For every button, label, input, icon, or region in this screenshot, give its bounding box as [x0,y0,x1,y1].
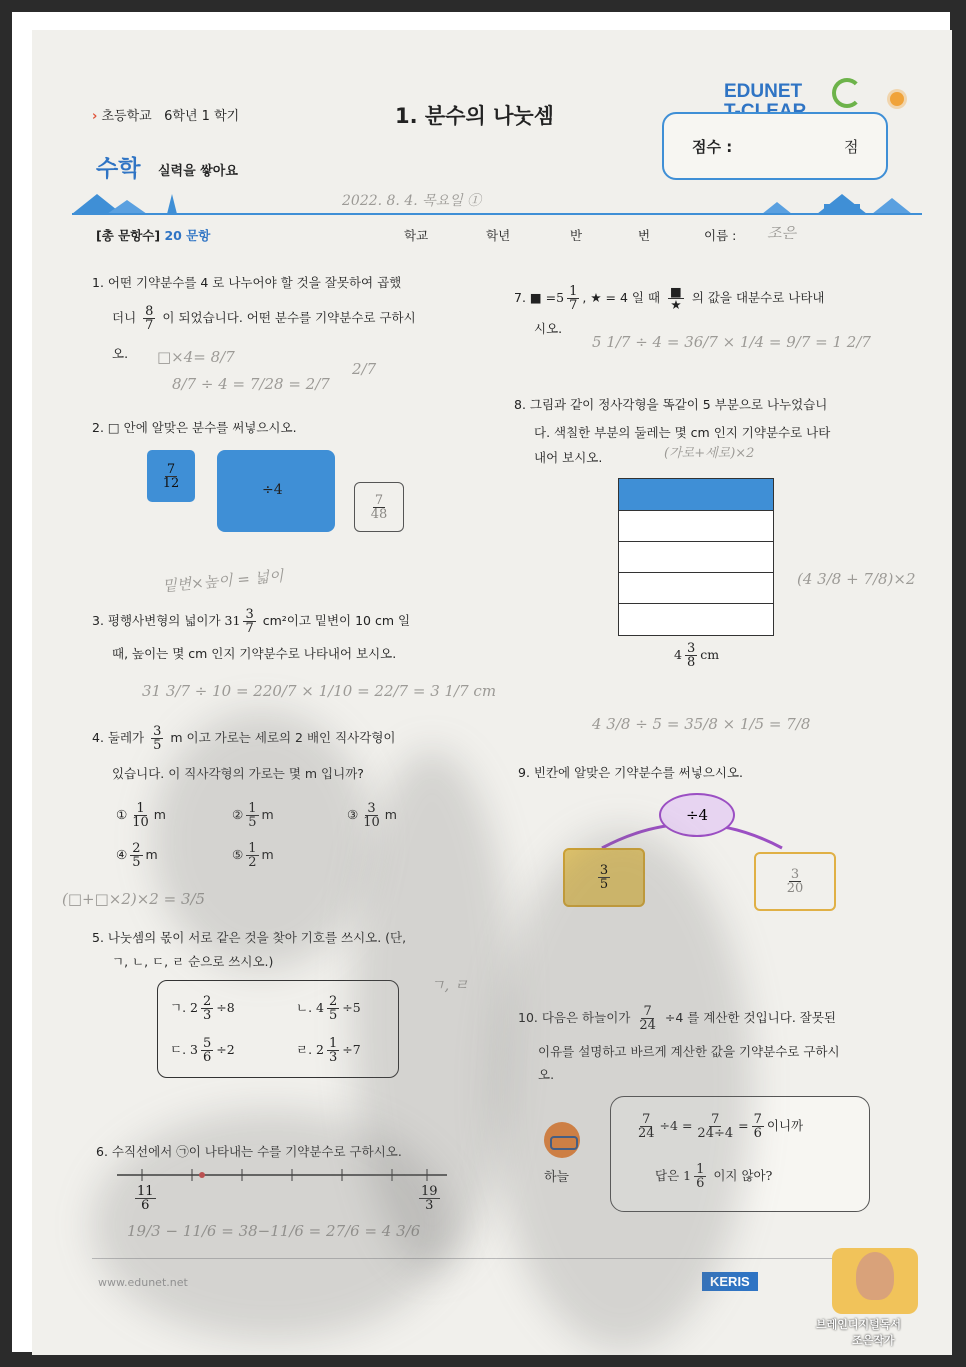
numerator: 2 [203,994,212,1009]
q10-line3: 오. [538,1067,555,1082]
character-name: 하늘 [544,1170,570,1185]
q7-handwriting: 5 1/7 ÷ 4 = 36/7 × 1/4 = 9/7 = 1 2/7 [592,333,871,351]
mountain-far-right [872,198,912,214]
q10-line1b: ÷4 를 계산한 것입니다. 잘못된 [664,1010,836,1025]
shaded-strip [619,479,773,511]
option-marker: ⑤ [232,847,244,862]
handwritten-date: 2022. 8. 4. 목요일 ① [342,193,482,209]
option-fraction [130,802,151,829]
q4-fraction [151,725,163,752]
denominator: 24 [639,1018,656,1033]
q2-answer-fraction [369,494,390,521]
q10-line1a: 10. 다음은 하늘이가 [518,1010,631,1025]
q3-line1 [92,608,410,635]
numerator: 3 [153,724,162,739]
item-whole: 4 [316,1000,324,1015]
numerator: 7 [711,1112,720,1127]
item-label: ㄷ. [170,1042,187,1057]
q9-operation: ÷4 [685,806,709,824]
sun-icon [890,92,904,106]
item-divisor: ÷2 [216,1042,235,1057]
q6-text: 6. 수직선에서 ㉠이 나타내는 수를 기약분수로 구하시오. [96,1144,402,1159]
numerator: 3 [686,641,696,656]
q7-line1c: 의 값을 대분수로 나타내 [691,290,825,305]
item-divisor: ÷7 [342,1042,361,1057]
option-unit: m [261,847,274,862]
q5-item-c[interactable] [170,1037,235,1064]
denominator: 12 [162,475,180,491]
item-label: ㄹ. [296,1042,313,1057]
q3-fraction [243,608,255,635]
q8-handwriting-2: (4 3/8 + 7/8)×2 [797,570,916,588]
item-divisor: ÷8 [216,1000,235,1015]
q5-handwriting: ㄱ, ㄹ [430,976,469,994]
strip-2 [619,511,773,542]
q2-start-fraction [161,463,182,490]
option-unit: m [384,807,397,822]
option-marker: ② [232,807,244,822]
q10-line2: 이유를 설명하고 바르게 계산한 값을 기약분수로 구하시 [538,1044,840,1059]
numerator: 1 [248,801,257,816]
q2-handwriting: 밑변×높이 = 넓이 [161,566,285,596]
q2-operation: ÷4 [262,482,283,498]
watermark-line2: 조은작가 [852,1334,895,1347]
number-field: 번 [638,228,651,243]
tree-left [167,194,177,214]
item-fraction [201,1037,213,1064]
q8-whole: 4 [674,647,682,662]
denominator: 10 [363,815,380,830]
numerator: 3 [245,607,254,622]
grade-term: 6학년 1 학기 [164,109,240,124]
denominator: 6 [203,1050,212,1065]
bubble-line2b: 이지 않아? [713,1168,773,1183]
q7-line1 [514,285,824,312]
photo-frame [12,12,950,1352]
denominator: 6 [141,1198,150,1213]
name-field: 이름 : [704,228,737,243]
numerator: 7 [642,1112,651,1127]
option-marker: ① [116,807,128,822]
denominator: 5 [329,1008,338,1023]
brand-line1: EDUNET [724,81,803,102]
bubble-op: ÷4 = [659,1118,693,1133]
item-whole: 2 [190,1000,198,1015]
q7-fraction [567,285,579,312]
item-whole: 2 [316,1042,324,1057]
numerator: 19 [421,1184,438,1199]
q8-handwriting-3: 4 3/8 ÷ 5 = 35/8 × 1/5 = 7/8 [592,715,811,733]
numerator: 7 [753,1112,762,1127]
watermark-line1: 브레인디지털독서 [816,1318,902,1331]
numerator: 3 [790,867,800,882]
item-fraction [327,1037,339,1064]
denominator: 7 [569,298,578,313]
page-title: 1. 분수의 나눗셈 [395,104,554,128]
denominator: 24 [638,1126,655,1141]
bubble-line1-end: 이니까 [766,1118,804,1133]
q8-line2: 다. 색칠한 부분의 둘레는 몇 cm 인지 기약분수로 나타 [534,425,831,440]
q1-line2 [112,305,416,332]
numerator: 2 [132,841,141,856]
q1-line2a: 더니 [112,310,137,325]
q5-line1: 5. 나눗셈의 몫이 서로 같은 것을 찾아 기호를 쓰시오. (단, [92,930,407,945]
q1-handwriting-2: 8/7 ÷ 4 = 7/28 = 2/7 [172,375,330,393]
grade-field: 학년 [486,228,511,243]
class-field: 반 [570,228,583,243]
q1-line2b: 이 되었습니다. 어떤 분수를 기약분수로 구하시 [162,310,416,325]
square-over-star [668,283,684,312]
strip-4 [619,573,773,604]
photo-shadow [152,710,372,970]
q7-line1b: , ★ = 4 일 때 [582,290,661,305]
q8-side-label [674,642,719,669]
numerator: 3 [367,801,376,816]
score-unit: 점 [844,138,859,156]
q2-text: 2. □ 안에 알맞은 분수를 써넣으시오. [92,420,297,435]
numerator: 2 [329,994,338,1009]
denominator: 5 [153,738,162,753]
school-level: 초등학교 [101,109,152,124]
q9-operation-oval [659,793,735,837]
denominator: 6 [696,1176,705,1191]
denominator: 7 [145,318,154,333]
house-body [824,204,860,214]
q5-line2: ㄱ, ㄴ, ㄷ, ㄹ 순으로 쓰시오.) [112,954,274,969]
denominator: 24÷4 [697,1126,734,1141]
numerator: 1 [329,1036,338,1051]
numerator: 8 [145,304,154,319]
photo-shadow [492,830,752,1350]
mountain-right [762,202,792,214]
bubble-whole: 1 [683,1168,692,1183]
q4-line1b: m 이고 가로는 세로의 2 배인 직사각형이 [170,730,396,745]
q8-square-figure [618,478,774,636]
worksheet-paper [32,30,952,1355]
q5-item-d[interactable] [296,1037,361,1064]
item-fraction [327,995,339,1022]
option-unit: m [261,807,274,822]
brand-e-icon [832,78,862,108]
numerator: 11 [137,1184,154,1199]
photo-shadow [92,1110,452,1340]
q1-handwriting-1: □×4= 8/7 [157,348,235,366]
watermark-badge [812,1248,940,1348]
denominator: 5 [599,877,609,892]
numerator: 1 [696,1162,705,1177]
q3-line1a: 3. 평행사변형의 넓이가 [92,613,221,628]
q7-line2: 시오. [534,321,563,336]
numerator: 1 [248,841,257,856]
q9-text: 9. 빈칸에 알맞은 기약분수를 써넣으시오. [518,765,743,780]
star-icon: ★ [670,297,682,312]
numerator: 3 [599,863,609,878]
q4-line1a: 4. 둘레가 [92,730,145,745]
q5-item-a[interactable] [170,995,235,1022]
q1-handwriting-3: 2/7 [352,360,377,378]
subject-label: 수학 [96,156,141,182]
denominator: 7 [245,621,254,636]
denominator: 3 [203,1008,212,1023]
numerator: 1 [136,801,145,816]
item-label: ㄱ. [170,1000,187,1015]
footer-url: www.edunet.net [98,1276,188,1289]
bubble-eq: = [738,1118,749,1133]
header-breadcrumb [92,105,239,124]
q5-item-b[interactable] [296,995,361,1022]
subtitle: 실력을 쌓아요 [158,164,238,179]
strip-3 [619,542,773,573]
denominator: 3 [329,1050,338,1065]
denominator: 48 [370,506,388,522]
q8-handwriting-1: (가로+세로)×2 [664,446,755,461]
numerator: 7 [374,492,384,508]
option-unit: m [145,847,158,862]
q1-line3: 오. [112,346,129,361]
denominator: 20 [786,881,804,896]
watermark-portrait [856,1252,894,1300]
q9-answer-box[interactable] [754,852,836,911]
item-label: ㄴ. [296,1000,313,1015]
numerator: 7 [643,1004,652,1019]
q3-line2: 때, 높이는 몇 cm 인지 기약분수로 나타내어 보시오. [112,646,397,661]
total-label: [총 문항수] [96,228,161,243]
denominator: 3 [425,1198,434,1213]
q3-line1b: cm²이고 밑변이 10 cm 일 [262,613,411,628]
school-field: 학교 [404,228,429,243]
bubble-line2a: 답은 [655,1168,680,1183]
strip-5 [619,604,773,634]
q8-unit: cm [700,647,720,662]
q7-line1a: 7. ■ = [514,290,557,305]
denominator: 5 [248,815,257,830]
score-box [662,112,888,180]
q3-whole: 31 [224,613,241,628]
q6-handwriting: 19/3 − 11/6 = 38−11/6 = 27/6 = 4 3/6 [127,1222,421,1240]
q1-fraction [143,305,155,332]
denominator: 6 [753,1126,762,1141]
q8-fraction [685,642,697,669]
q2-answer-box [354,482,404,532]
q3-handwriting: 31 3/7 ÷ 10 = 220/7 × 1/10 = 22/7 = 3 1/7 cm [142,682,497,700]
numerator: 7 [166,461,176,477]
bubble-frac-3 [752,1113,764,1140]
q8-line3: 내어 보시오. [534,450,603,465]
total-questions [96,226,210,244]
denominator: 8 [686,655,696,670]
q9-answer-fraction [785,868,806,895]
q4-line2: 있습니다. 이 직사각형의 가로는 몇 m 입니까? [112,766,364,781]
numerator: 1 [569,284,578,299]
landscape-decoration [72,180,922,220]
option-unit: m [153,807,166,822]
q1-line1: 1. 어떤 기약분수를 4 로 나누어야 할 것을 잘못하여 곱했 [92,275,402,290]
square-icon: ■ [670,283,682,299]
option-marker: ④ [116,847,128,862]
numerator: 5 [203,1036,212,1051]
chevron-right-icon: › [92,109,98,124]
handwritten-name: 조은 [767,224,796,242]
q2-start-box [147,450,195,502]
q7-whole: 5 [556,290,565,305]
option-fraction [130,842,142,869]
q2-operation-box [217,450,335,532]
denominator: 10 [132,815,149,830]
q8-line1: 8. 그림과 같이 정사각형을 똑같이 5 부분으로 나누었습니 [514,397,828,412]
item-fraction [201,995,213,1022]
denominator: 2 [248,855,257,870]
denominator: 5 [132,855,141,870]
item-whole: 3 [190,1042,198,1057]
q4-handwriting: (□+□×2)×2 = 3/5 [62,890,206,908]
keris-logo: KERIS [702,1272,758,1291]
total-count: 20 문항 [164,228,211,243]
score-label: 점수 : [692,138,733,156]
option-marker: ③ [347,807,359,822]
item-divisor: ÷5 [342,1000,361,1015]
